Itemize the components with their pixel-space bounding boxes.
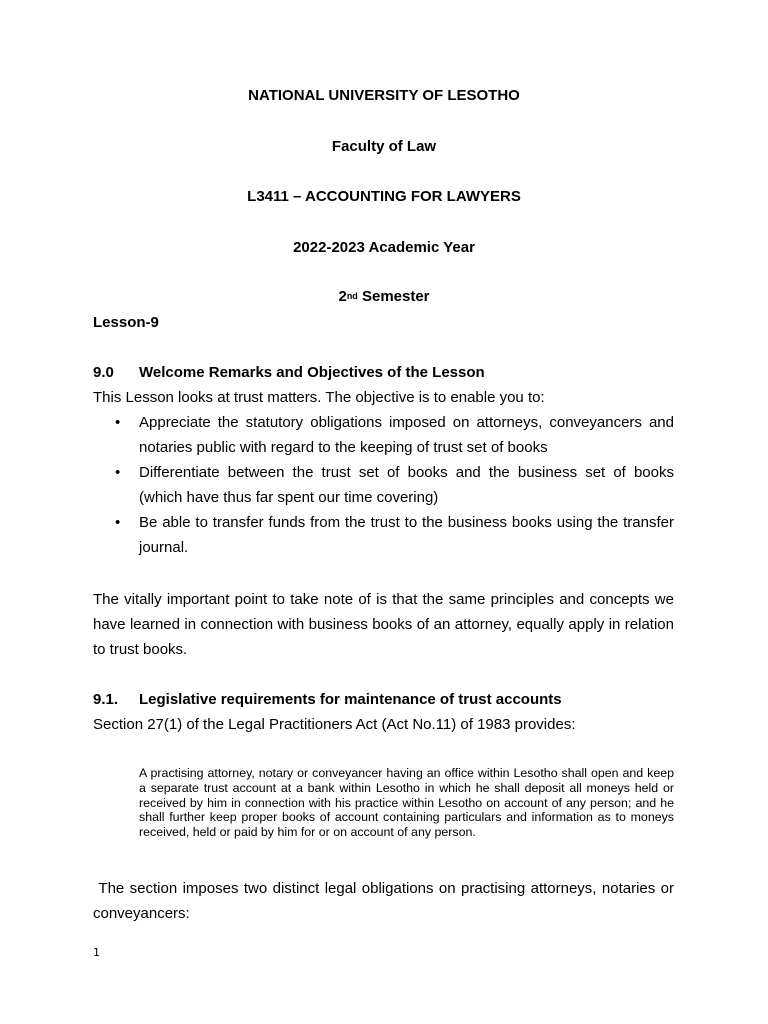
section-number: 9.1. [93, 691, 119, 708]
statute-quote: A practising attorney, notary or conveyancer having an office within Lesotho shall open and keep a separate trust account at a bank within Lesotho in which he shall deposit all moneys held or received by him in connection with his practice within Lesotho on account of any person; and he shall further keep proper books of account containing particulars and information as to moneys received, held or paid by him for or on account of any person. [139, 766, 674, 840]
page-number: 1 [93, 946, 100, 959]
bullet-icon: • [115, 514, 121, 531]
section-heading-9-1 [93, 691, 693, 709]
section-number: 9.0 [93, 364, 114, 381]
lesson-label: Lesson-9 [93, 314, 159, 331]
faculty-title: Faculty of Law [331, 138, 437, 155]
list-item-text: Appreciate the statutory obligations imposed on attorneys, conveyancers and notaries public with regard to the keeping of trust set of books [139, 414, 674, 456]
section-title: Legislative requirements for maintenance of trust accounts [139, 691, 562, 708]
section-intro: This Lesson looks at trust matters. The objective is to enable you to: [93, 389, 545, 406]
list-item-text: Differentiate between the trust set of books and the business set of books (which have thus far spent our time covering) [139, 464, 674, 506]
academic-year: 2022-2023 Academic Year [293, 239, 475, 256]
list-item-text: Be able to transfer funds from the trust to the business books using the transfer journal. [139, 514, 674, 556]
list-item [93, 460, 674, 510]
semester-suffix: nd [346, 291, 358, 301]
semester-heading [0, 288, 768, 306]
body-paragraph: The section imposes two distinct legal obligations on practising attorneys, notaries or conveyancers: [93, 880, 679, 922]
list-item [93, 510, 674, 560]
body-paragraph: The vitally important point to take note of is that the same principles and concepts we have learned in connection with business books of an attorney, equally apply in relation to trust books. [93, 591, 674, 658]
section-intro: Section 27(1) of the Legal Practitioners Act (Act No.11) of 1983 provides: [93, 716, 576, 733]
objectives-list [93, 410, 674, 560]
section-heading-9-0 [93, 364, 693, 382]
university-title: NATIONAL UNIVERSITY OF LESOTHO [248, 87, 520, 104]
bullet-icon: • [115, 464, 121, 481]
list-item [93, 410, 674, 460]
course-title: L3411 – ACCOUNTING FOR LAWYERS [247, 188, 521, 205]
section-title: Welcome Remarks and Objectives of the Lesson [139, 364, 485, 381]
bullet-icon: • [115, 414, 121, 431]
semester-word: Semester [357, 288, 430, 305]
semester-number: 2 [338, 288, 347, 305]
